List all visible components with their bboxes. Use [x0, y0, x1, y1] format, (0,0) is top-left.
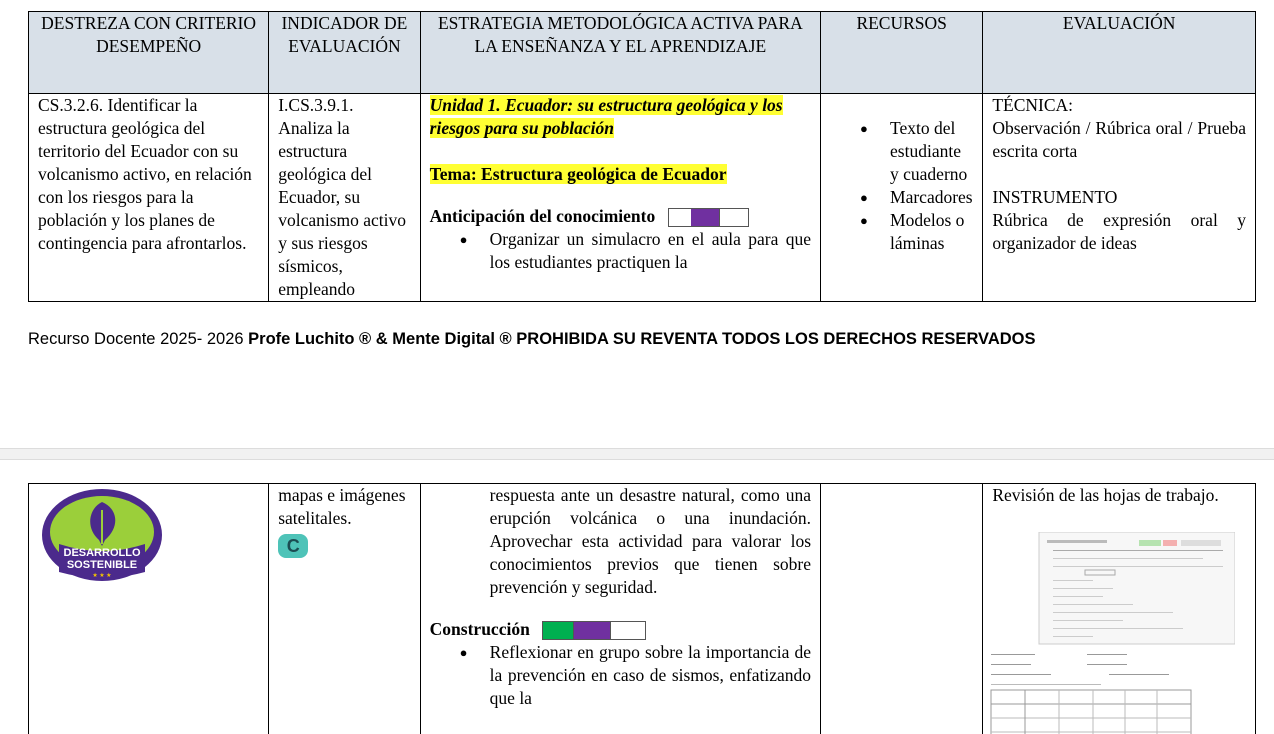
instrumento-text: Rúbrica de expresión oral y organizador de ideas [992, 210, 1246, 253]
indicador-cont-text: mapas e imágenes satelitales. [278, 485, 406, 528]
evaluacion-cont-cell [983, 484, 1256, 734]
estrategia-cont-cell [420, 484, 820, 734]
continued-row [29, 484, 1256, 734]
header-indicador: INDICADOR DE EVALUACIÓN [269, 12, 420, 94]
header-destreza: DESTREZA CON CRITERIO DESEMPEÑO [29, 12, 269, 94]
footer-prefix: Recurso Docente 2025- 2026 [28, 330, 249, 348]
page-footer [28, 330, 1036, 349]
page-2 [0, 460, 1274, 734]
tema-title: Tema: Estructura geológica de Ecuador [429, 164, 727, 184]
c-badge-icon: C [278, 534, 308, 558]
planning-table-continued [28, 483, 1256, 734]
instrumento-label: INSTRUMENTO [992, 187, 1118, 207]
content-row [29, 94, 1256, 302]
svg-text:★ ★ ★: ★ ★ ★ [92, 573, 112, 579]
header-row [29, 12, 1256, 94]
logo-cell [29, 484, 269, 734]
header-estrategia: ESTRATEGIA METODOLÓGICA ACTIVA PARA LA ENSEÑANZA Y EL APRENDIZAJE [420, 12, 820, 94]
header-recursos: RECURSOS [821, 12, 983, 94]
evaluacion-cell [983, 94, 1256, 302]
anticipacion-item: ● Organizar un simulacro en el aula para que los estudiantes practiquen la [490, 228, 811, 274]
phase-progress-bar-anticipacion [668, 208, 749, 227]
anticipacion-heading: Anticipación del conocimiento [429, 206, 656, 226]
planning-table-top [28, 11, 1256, 302]
worksheet-thumbnail [989, 532, 1235, 734]
tecnica-text: Observación / Rúbrica oral / Prueba escrita corta [992, 118, 1246, 161]
tecnica-label: TÉCNICA: [992, 95, 1074, 115]
footer-rights: Profe Luchito ® & Mente Digital ® PROHIBIDA SU REVENTA TODOS LOS DERECHOS RESERVADOS [248, 330, 1036, 348]
page-break [0, 448, 1274, 460]
construccion-list [430, 641, 811, 710]
evaluacion-cont-text: Revisión de las hojas de trabajo. [992, 485, 1219, 505]
indicador-cell: I.CS.3.9.1. Analiza la estructura geológica del Ecuador, su volcanismo activo y sus riesgos sísmicos, empleando [269, 94, 420, 302]
desarrollo-sostenible-logo [41, 488, 163, 582]
recursos-list [830, 117, 973, 255]
logo-text-2: SOSTENIBLE [66, 559, 138, 571]
recurso-item: ● Modelos o láminas [890, 209, 973, 255]
construccion-item: ● Reflexionar en grupo sobre la importancia de la prevención en caso de sismos, enfatizando que la [490, 641, 811, 710]
anticipacion-list [430, 228, 811, 274]
recursos-cont-cell [821, 484, 983, 734]
recurso-item: ● Texto del estudiante y cuaderno [890, 117, 973, 186]
unidad-title: Unidad 1. Ecuador: su estructura geológica y los riesgos para su población [429, 95, 783, 138]
recurso-item: ● Marcadores [890, 186, 973, 209]
estrategia-cont-text: respuesta ante un desastre natural, como una erupción volcánica o una inundación. Aprovechar esta actividad para valorar los conocimientos previos que tienen sobre prevención y seguridad. [489, 485, 812, 597]
destreza-cell: CS.3.2.6. Identificar la estructura geológica del territorio del Ecuador con su volcanismo activo, en relación con los riesgos para la población y los planes de contingencia para afrontarlos. [29, 94, 269, 302]
header-evaluacion: EVALUACIÓN [983, 12, 1256, 94]
indicador-cont-cell [269, 484, 420, 734]
construccion-heading: Construcción [429, 619, 530, 639]
phase-progress-bar-construccion [542, 621, 646, 640]
recursos-cell [821, 94, 983, 302]
logo-text-1: DESARROLLO [63, 547, 141, 559]
estrategia-cell [420, 94, 820, 302]
